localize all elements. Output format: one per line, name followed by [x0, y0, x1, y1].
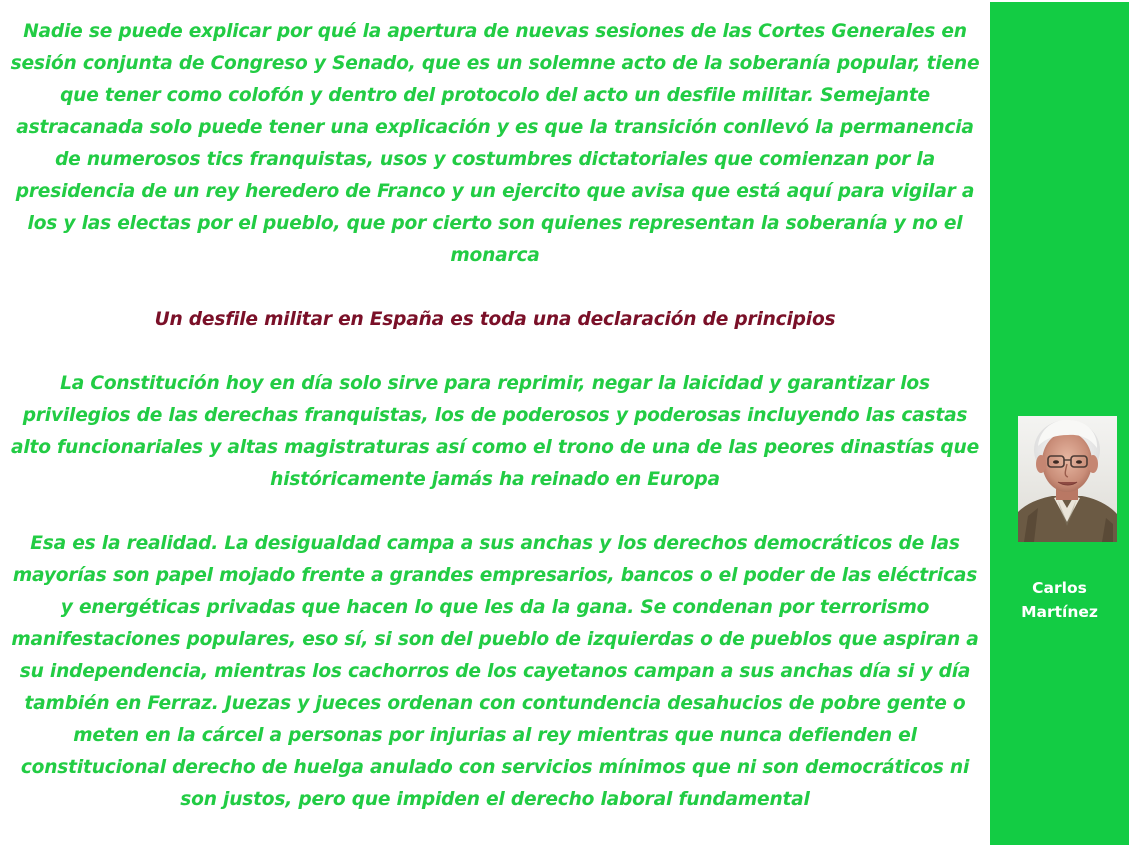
article-paragraph-1: Nadie se puede explicar por qué la apertura de nuevas sesiones de las Cortes Generales en sesión conjunta de Congreso y Senado, que es un solemne acto de la soberanía popular, tiene que tener como colofón y dentro del protocolo del acto un desfile militar. Semejante astracanada solo puede tener una explicación y es que la transición conllevó la permanencia de numerosos tics franquistas, usos y costumbres dictatoriales que comienzan por la presidencia de un rey heredero de Franco y un ejercito que avisa que está aquí para vigilar a los y las electas por el pueblo, que por cierto son quienes representan la soberanía y no el monarca — [10, 21, 980, 266]
article-paragraph-3: Esa es la realidad. La desigualdad campa a sus anchas y los derechos democráticos de las mayorías son papel mojado frente a grandes empresarios, bancos o el poder de las eléctricas y energéticas privadas que hacen lo que les da la gana. Se condenan por terrorismo manifestaciones populares, eso sí, si son del pueblo de izquierdas o de pueblos que aspiran a su independencia, mientras los cachorros de los cayetanos campan a sus anchas día si y día también en Ferraz. Juezas y jueces ordenan con contundencia desahucios de pobre gente o meten en la cárcel a personas por injurias al rey mientras que nunca defienden el constitucional derecho de huelga anulado con servicios mínimos que ni son democráticos ni son justos, pero que impiden el derecho laboral fundamental — [11, 533, 979, 810]
author-avatar — [1018, 416, 1117, 542]
author-last-name: Martínez — [1021, 603, 1098, 621]
author-first-name: Carlos — [1032, 579, 1087, 597]
article-headline: Un desfile militar en España es toda una declaración de principios — [154, 309, 836, 330]
article-paragraph-2: La Constitución hoy en día solo sirve para reprimir, negar la laicidad y garantizar los privilegios de las derechas franquistas, los de poderosos y poderosas incluyendo las castas alto funcionariales y altas magistraturas así como el trono de una de las peores dinastías que históricamente jamás ha reinado en Europa — [11, 373, 979, 490]
author-photo-icon — [1018, 416, 1117, 542]
article-body — [6, 16, 984, 816]
author-name — [990, 576, 1129, 624]
author-sidebar — [990, 2, 1129, 845]
